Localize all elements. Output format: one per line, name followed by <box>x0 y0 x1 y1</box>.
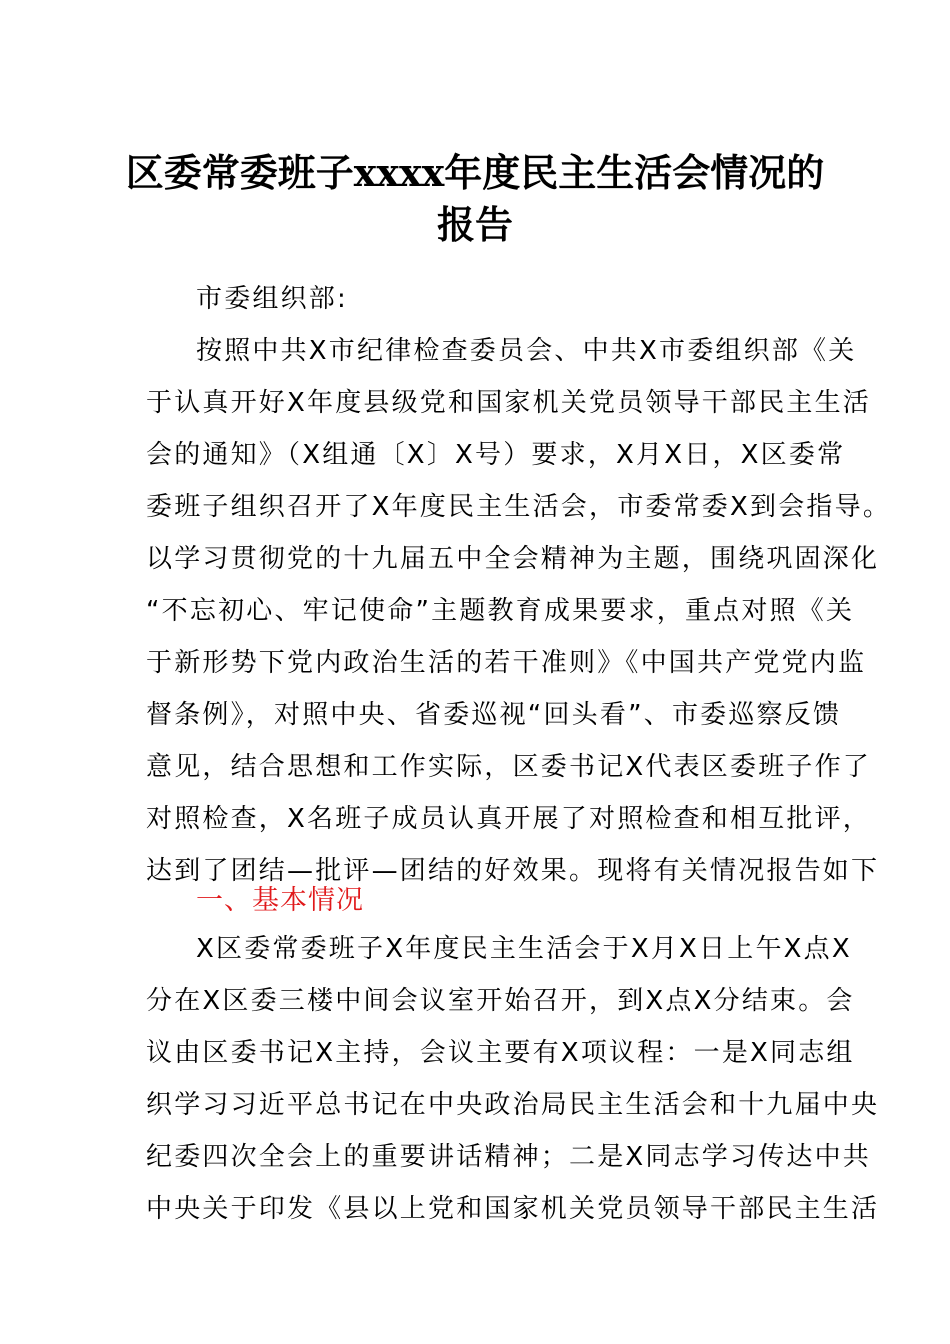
paragraph1-line: “不忘初心、牢记使命”主题教育成果要求，重点对照《关 <box>146 596 855 626</box>
paragraph1-line: 督条例》，对照中央、省委巡视“回头看”、市委巡察反馈 <box>146 700 842 730</box>
paragraph1-line: 以学习贯彻党的十九届五中全会精神为主题，围绕巩固深化 <box>146 544 880 574</box>
paragraph1-line: 委班子组织召开了X年度民主生活会，市委常委X到会指导。 <box>146 492 892 522</box>
paragraph2-line: X区委常委班子X年度民主生活会于X月X日上午X点X <box>196 934 852 964</box>
paragraph2-line: 中央关于印发《县以上党和国家机关党员领导干部民主生活 <box>146 1194 880 1224</box>
salutation: 市委组织部: <box>196 284 348 314</box>
paragraph1-line: 按照中共X市纪律检查委员会、中共X市委组织部《关 <box>196 336 857 366</box>
paragraph1-line: 意见，结合思想和工作实际，区委书记X代表区委班子作了 <box>146 752 872 782</box>
paragraph2-line: 织学习习近平总书记在中央政治局民主生活会和十九届中央 <box>146 1090 880 1120</box>
document-title-line-2: 报告 <box>436 202 513 247</box>
paragraph1-line: 于认真开好X年度县级党和国家机关党员领导干部民主生活 <box>146 388 872 418</box>
paragraph2-line: 分在X区委三楼中间会议室开始召开，到X点X分结束。会 <box>146 986 855 1016</box>
paragraph2-line: 议由区委书记X主持，会议主要有X项议程：一是X同志组 <box>146 1038 855 1068</box>
paragraph1-line: 会的通知》（X组通〔X〕X号）要求，X月X日，X区委常 <box>146 440 846 470</box>
paragraph1-line: 对照检查，X名班子成员认真开展了对照检查和相互批评， <box>146 804 872 834</box>
paragraph2-line: 纪委四次全会上的重要讲话精神；二是X同志学习传达中共 <box>146 1142 872 1172</box>
paragraph1-line: 达到了团结—批评—团结的好效果。现将有关情况报告如下 <box>146 856 880 886</box>
section-heading-basic-situation: 一、基本情况 <box>196 885 364 916</box>
paragraph1-line: 于新形势下党内政治生活的若干准则》《中国共产党党内监 <box>146 648 867 678</box>
document-title-line-1: 区委常委班子xxxx年度民主生活会情况的 <box>125 150 825 195</box>
